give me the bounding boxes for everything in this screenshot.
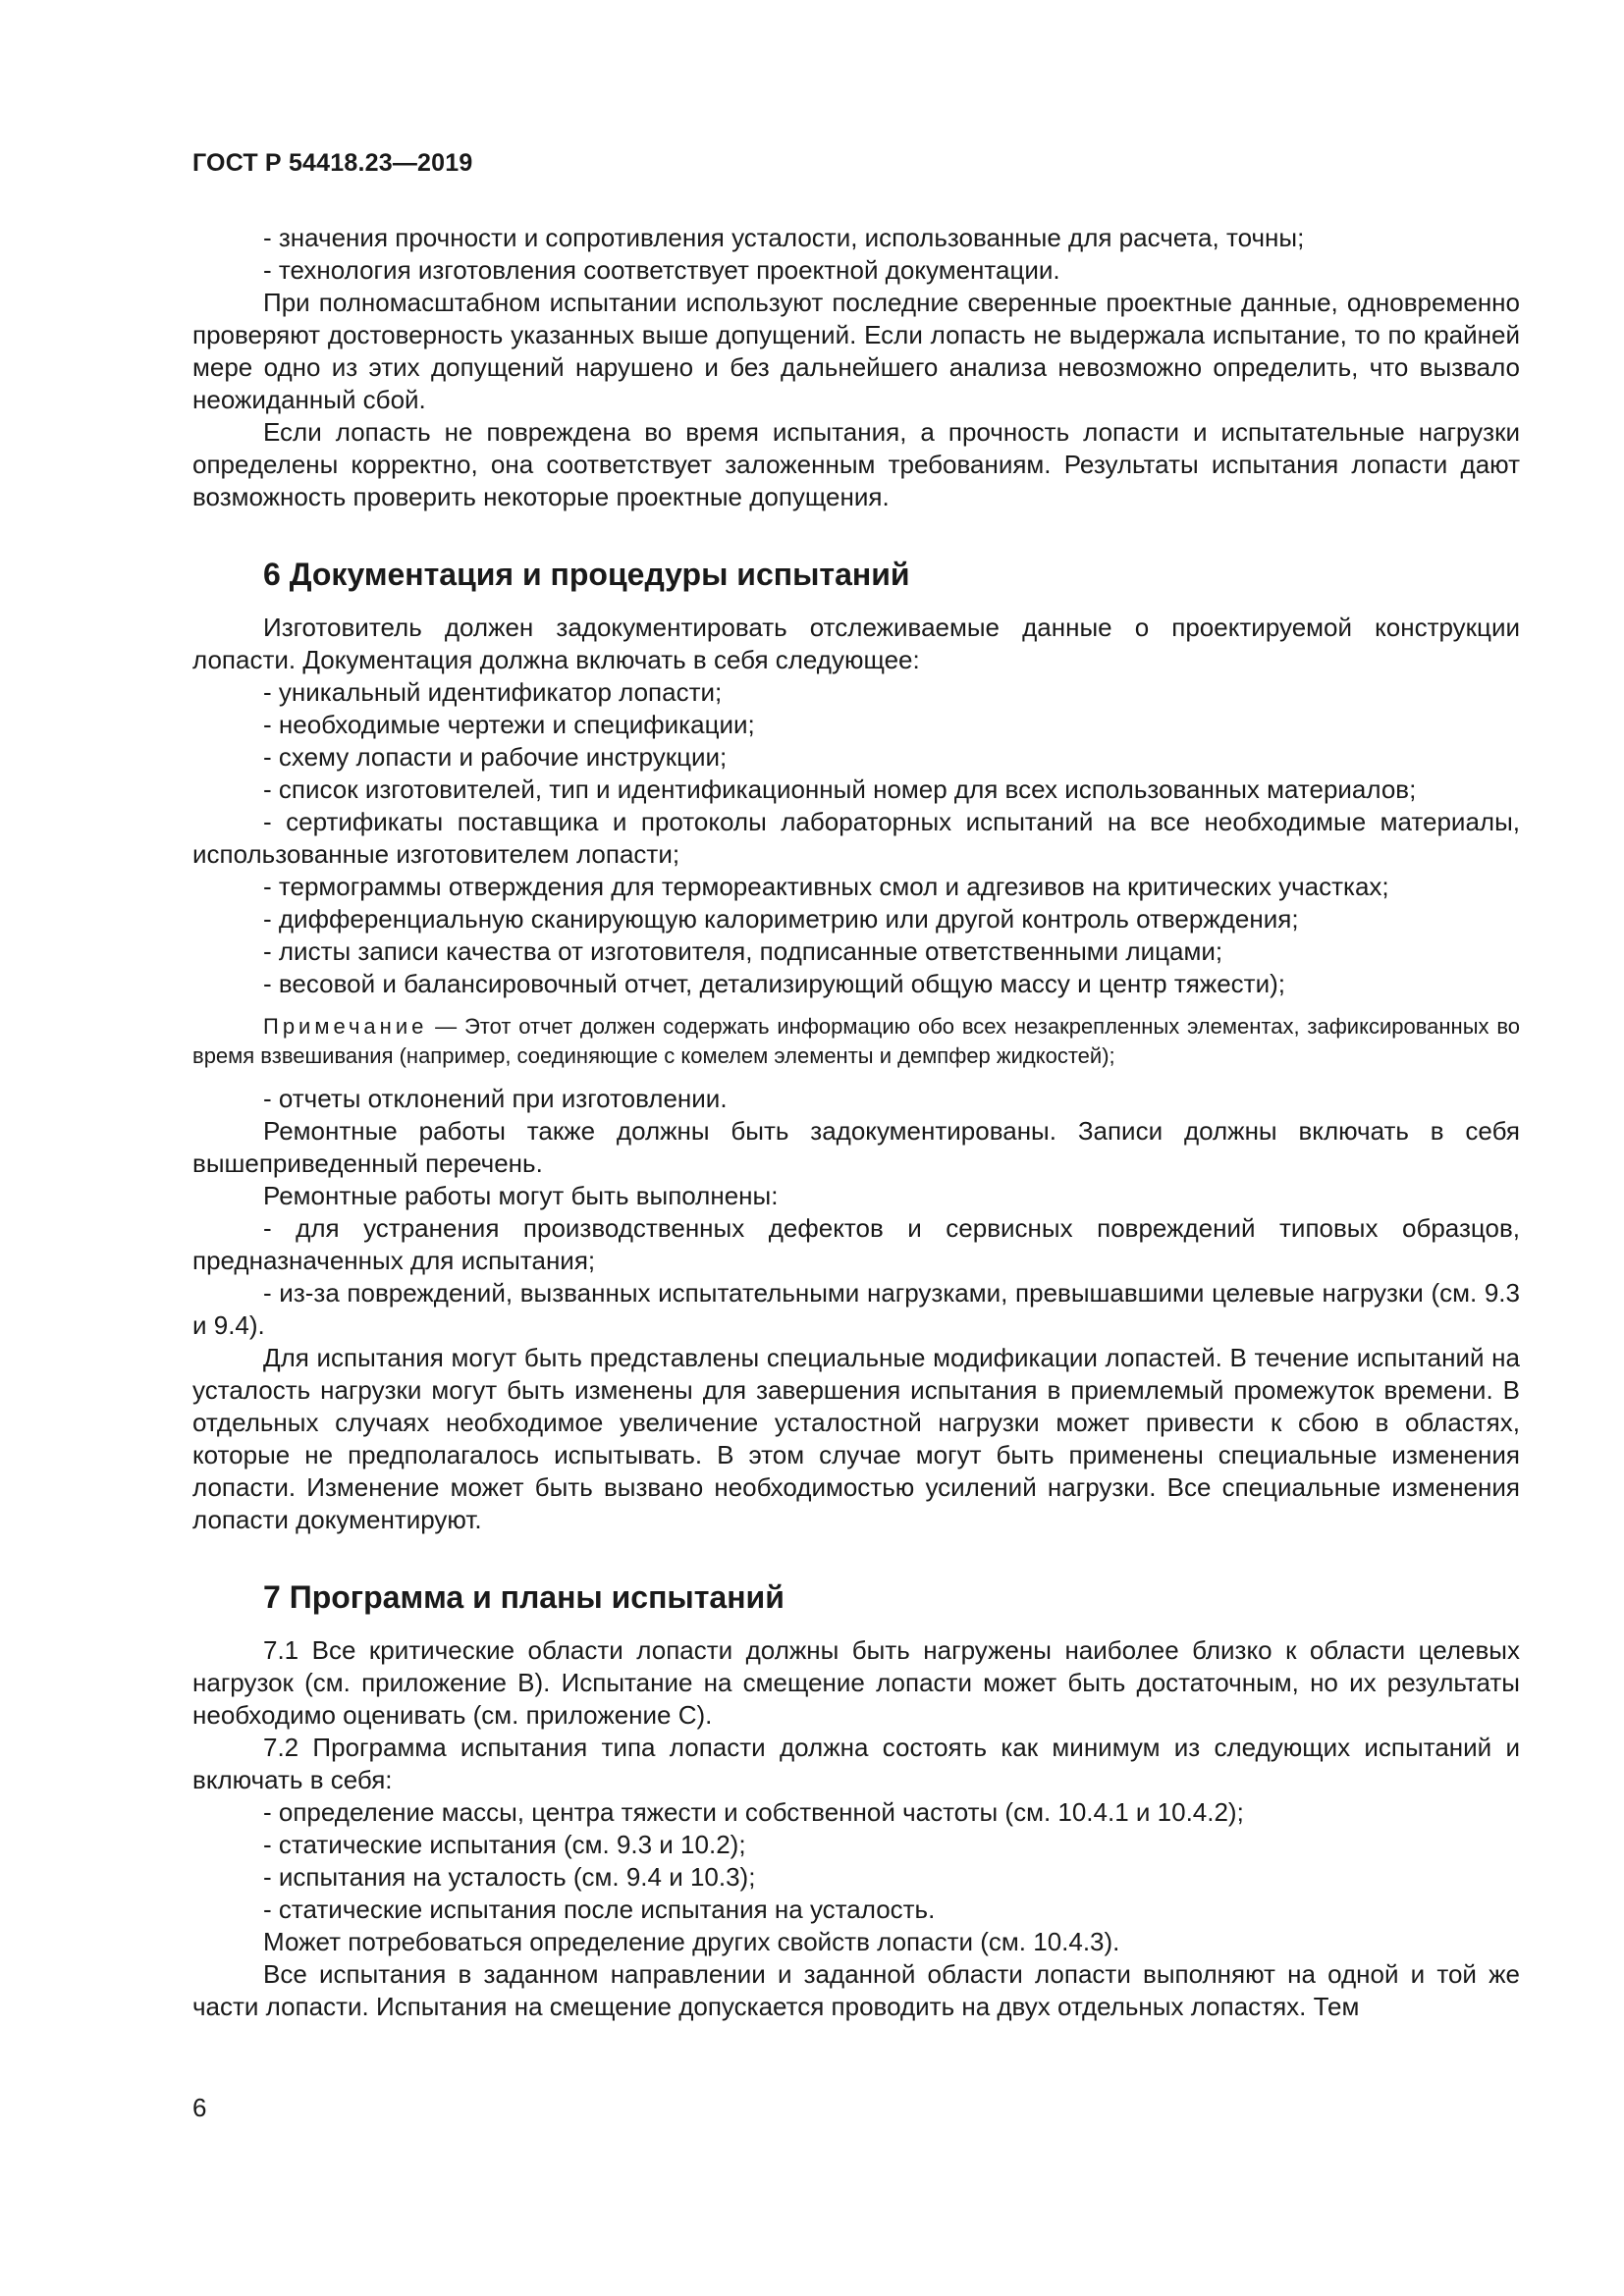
note-text: — Этот отчет должен содержать информацию обо всех незакрепленных элементах, зафиксированных во время взвешивания (например, соединяющие с комелем элементы и демпфер жидкостей); bbox=[192, 1014, 1520, 1068]
paragraph: Изготовитель должен задокументировать отслеживаемые данные о проектируемой конструкции лопасти. Документация должна включать в себя следующее: bbox=[192, 613, 1520, 674]
list-item: - отчеты отклонений при изготовлении. bbox=[263, 1084, 728, 1113]
note-label: Примечание bbox=[263, 1014, 428, 1039]
list-item: - список изготовителей, тип и идентификационный номер для всех использованных материалов; bbox=[263, 774, 1417, 804]
section-6-heading: 6 Документация и процедуры испытаний bbox=[263, 557, 910, 592]
section-7-heading: 7 Программа и планы испытаний bbox=[263, 1579, 785, 1615]
list-item: - определение массы, центра тяжести и собственной частоты (см. 10.4.1 и 10.4.2); bbox=[263, 1797, 1244, 1827]
list-item: - уникальный идентификатор лопасти; bbox=[263, 677, 723, 707]
paragraph: 7.2 Программа испытания типа лопасти должна состоять как минимум из следующих испытаний и включать в себя: bbox=[192, 1733, 1520, 1794]
page-number: 6 bbox=[192, 2093, 207, 2122]
list-item: - значения прочности и сопротивления усталости, использованные для расчета, точны; bbox=[263, 223, 1305, 252]
list-item: - технология изготовления соответствует проектной документации. bbox=[263, 255, 1060, 285]
paragraph: Ремонтные работы также должны быть задокументированы. Записи должны включать в себя вышеприведенный перечень. bbox=[192, 1116, 1520, 1178]
list-item: - весовой и балансировочный отчет, детализирующий общую массу и центр тяжести); bbox=[263, 969, 1285, 998]
paragraph: Все испытания в заданном направлении и заданной области лопасти выполняют на одной и той же части лопасти. Испытания на смещение допускается проводить на двух отдельных лопастях. Тем bbox=[192, 1959, 1520, 2021]
paragraph: Ремонтные работы могут быть выполнены: bbox=[263, 1181, 779, 1210]
paragraph: Может потребоваться определение других свойств лопасти (см. 10.4.3). bbox=[263, 1927, 1120, 1956]
paragraph: 7.1 Все критические области лопасти должны быть нагружены наиболее близко к области целевых нагрузок (см. приложение B). Испытание на смещение лопасти может быть достаточным, но их результаты необходимо оценивать (см. приложение C). bbox=[192, 1635, 1520, 1730]
list-item: - для устранения производственных дефектов и сервисных повреждений типовых образцов, предназначенных для испытания; bbox=[192, 1213, 1520, 1275]
list-item: - из-за повреждений, вызванных испытательными нагрузками, превышавшими целевые нагрузки (см. 9.3 и 9.4). bbox=[192, 1278, 1520, 1340]
list-item: - схему лопасти и рабочие инструкции; bbox=[263, 742, 728, 772]
list-item: - листы записи качества от изготовителя, подписанные ответственными лицами; bbox=[263, 936, 1223, 966]
page-content bbox=[192, 222, 1520, 2023]
list-item: - термограммы отверждения для термореактивных смол и адгезивов на критических участках; bbox=[263, 872, 1389, 901]
list-item: - статические испытания после испытания на усталость. bbox=[263, 1895, 936, 1924]
paragraph: При полномасштабном испытании используют последние сверенные проектные данные, одновременно проверяют достоверность указанных выше допущений. Если лопасть не выдержала испытание, то по крайней мере одно из этих допущений нарушено и без дальнейшего анализа невозможно определить, что вызвало неожиданный сбой. bbox=[192, 288, 1520, 414]
list-item: - испытания на усталость (см. 9.4 и 10.3); bbox=[263, 1862, 756, 1892]
paragraph: Если лопасть не повреждена во время испытания, а прочность лопасти и испытательные нагрузки определены корректно, она соответствует заложенным требованиям. Результаты испытания лопасти дают возможность проверить некоторые проектные допущения. bbox=[192, 417, 1520, 511]
document-code: ГОСТ Р 54418.23—2019 bbox=[192, 149, 473, 177]
list-item: - необходимые чертежи и спецификации; bbox=[263, 710, 755, 739]
list-item: - дифференциальную сканирующую калориметрию или другой контроль отверждения; bbox=[263, 904, 1299, 934]
note bbox=[192, 1012, 1520, 1071]
list-item: - статические испытания (см. 9.3 и 10.2); bbox=[263, 1830, 746, 1859]
paragraph: Для испытания могут быть представлены специальные модификации лопастей. В течение испытаний на усталость нагрузки могут быть изменены для завершения испытания в приемлемый промежуток времени. В отдельных случаях необходимое увеличение усталостной нагрузки может привести к сбою в областях, которые не предполагалось испытывать. В этом случае могут быть применены специальные изменения лопасти. Изменение может быть вызвано необходимостью усилений нагрузки. Все специальные изменения лопасти документируют. bbox=[192, 1343, 1520, 1534]
list-item: - сертификаты поставщика и протоколы лабораторных испытаний на все необходимые материалы, использованные изготовителем лопасти; bbox=[192, 807, 1520, 869]
